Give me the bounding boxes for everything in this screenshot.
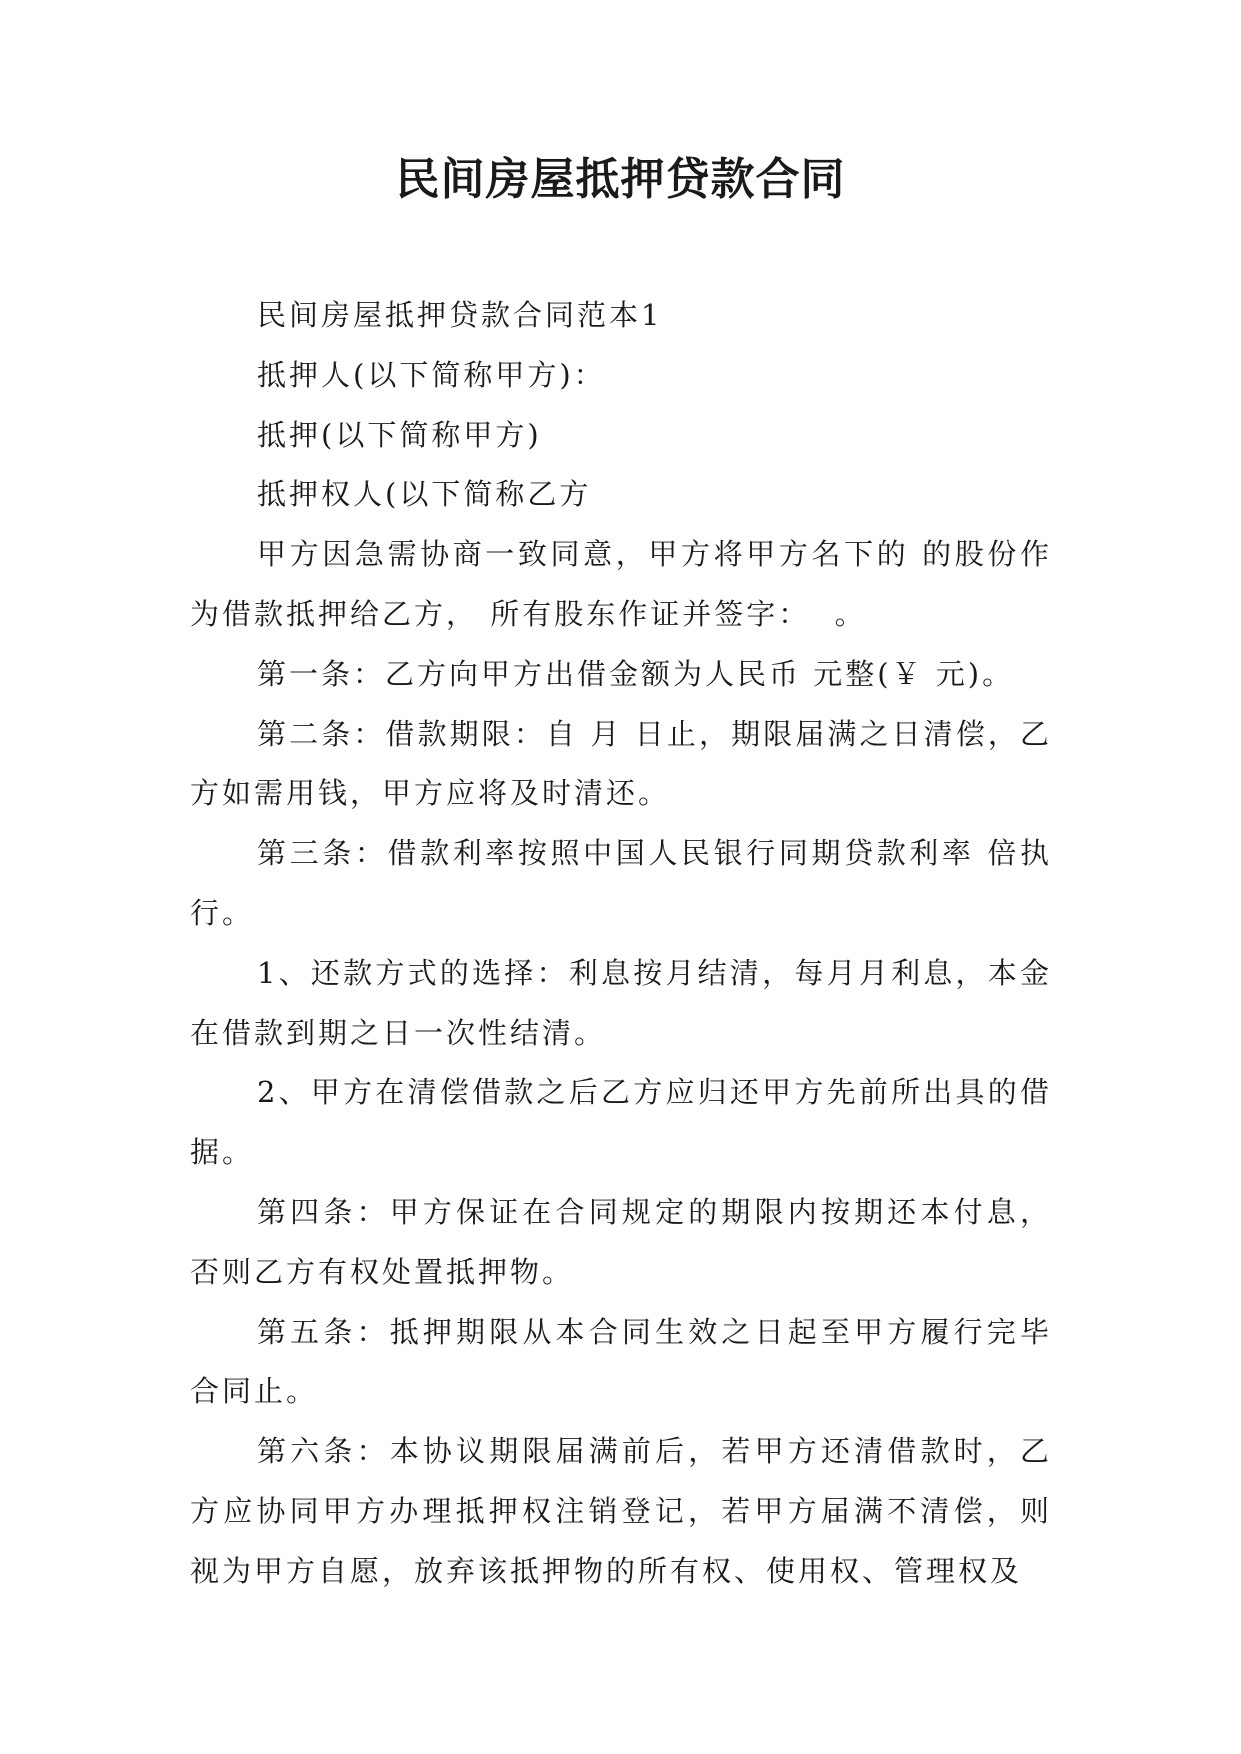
paragraph-clause-1: 1、还款方式的选择：利息按月结清，每月月利息，本金在借款到期之日一次性结清。 xyxy=(190,955,1052,1050)
paragraph-mortgagee: 抵押权人(以下简称乙方 xyxy=(257,477,592,512)
paragraph-template-heading: 民间房屋抵押贷款合同范本1 xyxy=(257,298,663,332)
paragraph-article-3: 第三条：借款利率按照中国人民银行同期贷款利率 倍执行。 xyxy=(190,836,1052,930)
paragraph-clause-2: 2、甲方在清偿借款之后乙方应归还甲方先前所出具的借据。 xyxy=(190,1075,1052,1170)
paragraph-mortgagor: 抵押人(以下简称甲方)： xyxy=(257,357,606,392)
document-body xyxy=(190,286,1052,1602)
paragraph-article-2: 第二条：借款期限：自 月 日止，期限届满之日清偿，乙方如需用钱，甲方应将及时清还。 xyxy=(190,716,1052,811)
paragraph-article-1: 第一条：乙方向甲方出借金额为人民币 元整(￥ 元)。 xyxy=(257,656,1015,691)
paragraph-mortgage: 抵押(以下简称甲方) xyxy=(257,417,542,452)
paragraph-article-5: 第五条：抵押期限从本合同生效之日起至甲方履行完毕合同止。 xyxy=(190,1314,1052,1409)
paragraph-article-4: 第四条：甲方保证在合同规定的期限内按期还本付息，否则乙方有权处置抵押物。 xyxy=(190,1194,1052,1289)
paragraph-article-6: 第六条：本协议期限届满前后，若甲方还清借款时，乙方应协同甲方办理抵押权注销登记，若甲方届满不清偿，则视为甲方自愿，放弃该抵押物的所有权、使用权、管理权及 xyxy=(190,1434,1052,1588)
document-title: 民间房屋抵押贷款合同 xyxy=(395,154,846,205)
paragraph-preamble: 甲方因急需协商一致同意，甲方将甲方名下的 的股份作为借款抵押给乙方， 所有股东作证并签字： 。 xyxy=(190,537,1052,631)
